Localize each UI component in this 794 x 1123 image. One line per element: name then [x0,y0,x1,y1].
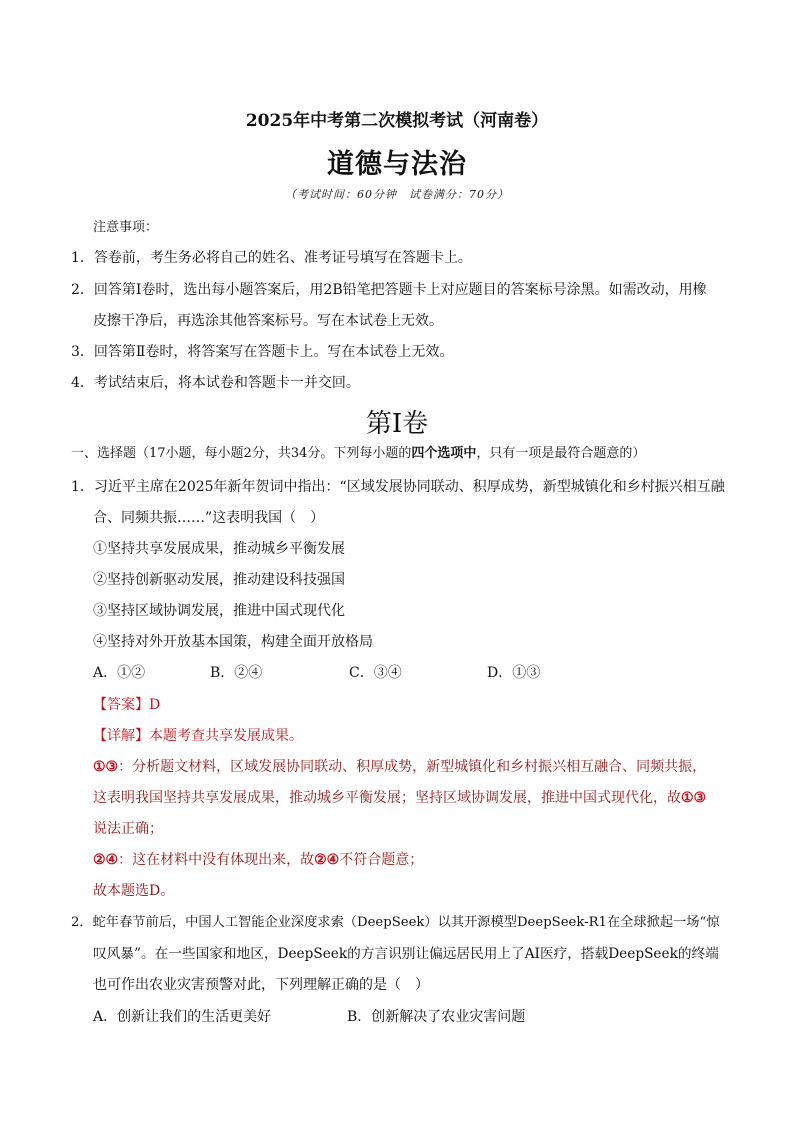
q1-explain-2 [93,850,423,870]
q1-stem-line1: 1．习近平主席在2025年新年贺词中指出：“区域发展协同联动、积厚成势，新型城镇化和乡村振兴相互融 [71,479,725,495]
q1-option-b: B．②④ [210,665,263,681]
note-item-4: 4．考试结束后，将本试卷和答题卡一并交回。 [71,375,360,391]
q1-statement-1: ①坚持共享发展成果，推动城乡平衡发展 [93,541,345,557]
q1-stem-line2: 合、同频共振……”这表明我国（ ） [93,510,325,526]
q1-detail: 【详解】本题考查共享发展成果。 [93,728,303,744]
q1-explain-2-marker: ②④ [93,852,119,868]
q1-option-c: C．③④ [349,665,402,681]
q2-option-b: B．创新解决了农业灾害问题 [347,1009,526,1025]
q1-answer: 【答案】D [93,697,161,713]
note-item-1: 1．答卷前，考生务必将自己的姓名、准考证号填写在答题卡上。 [71,250,472,266]
q2-stem-line1: 2．蛇年春节前后，中国人工智能企业深度求索（DeepSeek）以其开源模型DeepSeek-R1在全球掀起一场“惊 [71,915,720,930]
q1-explain-1-marker: ①③ [93,759,119,775]
q1-explain-1-line2-text: 这表明我国坚持共享发展成果，推动城乡平衡发展；坚持区域协调发展，推进中国式现代化，故 [93,790,681,806]
section-heading [71,444,645,464]
section-heading-b: 四个选项中 [411,446,477,461]
exam-title: 2025年中考第二次模拟考试（河南卷） [245,111,549,131]
note-item-3: 3．回答第Ⅱ卷时，将答案写在答题卡上。写在本试卷上无效。 [71,344,454,360]
q1-statement-4: ④坚持对外开放基本国策，构建全面开放格局 [93,634,373,650]
q1-statement-2: ②坚持创新驱动发展，推动建设科技强国 [93,572,345,588]
notes-heading: 注意事项： [93,220,159,235]
q1-conclusion: 故本题选D。 [93,883,175,899]
q2-stem-line3: 也可作出农业灾害预警对此，下列理解正确的是（ ） [93,977,429,993]
section-heading-a: 一、选择题（17小题，每小题2分，共34分。下列每小题的 [71,446,412,461]
q1-option-a: A．①② [93,665,146,681]
section-heading-c: ，只有一项是最符合题意的） [476,446,646,461]
q2-stem-line2: 叹风暴”。在一些国家和地区，DeepSeek的方言识别让偏远居民用上了AI医疗，搭载DeepSeek的终端 [93,946,719,962]
q1-explain-1-line1 [93,757,706,777]
section-title: 第Ⅰ卷 [365,409,429,439]
q1-explain-2-text-b: ②④ [314,852,340,868]
q1-explain-1-line2-marker: ①③ [681,790,707,806]
q1-option-d: D．①③ [487,665,541,681]
q1-explain-1-line3: 说法正确； [93,821,163,837]
note-item-2-cont: 皮擦干净后，再选涂其他答案标号。写在本试卷上无效。 [93,313,443,329]
q1-explain-1-text: ：分析题文材料，区域发展协同联动、积厚成势，新型城镇化和乡村振兴相互融合、同频共振， [118,759,707,775]
exam-info: （考试时间：60分钟 试卷满分：70分） [285,188,509,201]
q1-explain-1-line2 [93,788,706,808]
q1-explain-2-text-a: ：这在材料中没有体现出来，故 [118,852,315,868]
q1-explain-2-text-c: 不符合题意； [339,852,424,868]
note-item-2: 2．回答第Ⅰ卷时，选出每小题答案后，用2B铅笔把答题卡上对应题目的答案标号涂黑。如需改动，用橡 [71,282,707,298]
subject-title: 道德与法治 [327,149,467,180]
q2-option-a: A．创新让我们的生活更美好 [93,1009,272,1025]
q1-statement-3: ③坚持区域协调发展，推进中国式现代化 [93,603,345,619]
